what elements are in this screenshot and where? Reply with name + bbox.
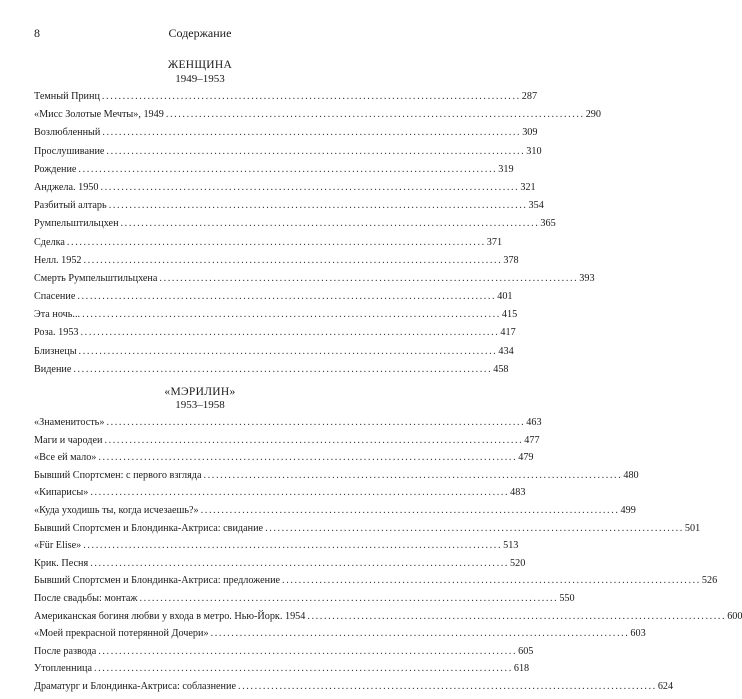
toc-entry-title: Крик. Песня	[34, 557, 89, 569]
toc-entry	[34, 487, 526, 505]
section-years: 1949–1953	[175, 73, 225, 85]
toc-list-section-1	[34, 91, 601, 382]
dot-leader: .....................................................................................................	[106, 417, 526, 428]
toc-entry	[34, 663, 530, 681]
toc-entry	[34, 592, 575, 611]
dot-leader: .....................................................................................................	[200, 504, 620, 516]
toc-entry-page: 309	[522, 127, 538, 139]
toc-entry	[34, 254, 519, 273]
toc-entry	[34, 163, 514, 182]
dot-leader: .....................................................................................................	[80, 327, 500, 339]
dot-leader: .....................................................................................................	[94, 663, 513, 675]
dot-leader: .....................................................................................................	[106, 145, 526, 157]
toc-entry-title: «Все ей мало»	[34, 452, 97, 464]
toc-entry-title: Разбитый алтарь	[34, 200, 107, 212]
toc-entry	[34, 127, 538, 145]
toc-entry-title: «Куда уходишь ты, когда исчезаешь?»	[34, 504, 199, 516]
toc-entry-page: 365	[540, 218, 556, 230]
toc-entry-title: Анджела. 1950	[34, 181, 99, 193]
dot-leader: .....................................................................................................	[120, 218, 540, 230]
dot-leader: .....................................................................................................	[104, 434, 524, 446]
toc-entry-page: 479	[518, 452, 534, 464]
toc-entry-page: 378	[503, 254, 519, 266]
toc-list-section-2	[34, 417, 742, 699]
toc-entry-title: Спасение	[34, 291, 76, 303]
toc-entry-page: 287	[521, 91, 538, 102]
toc-entry-page: 600	[727, 610, 742, 622]
toc-entry	[34, 272, 595, 291]
dot-leader: .....................................................................................................	[139, 592, 559, 604]
toc-entry-title: После свадьбы: монтаж	[34, 592, 138, 604]
dot-leader: .....................................................................................................	[73, 363, 493, 375]
dot-leader: .....................................................................................................	[98, 645, 518, 657]
toc-entry-page: 483	[510, 487, 526, 499]
dot-leader: .....................................................................................................	[98, 452, 518, 464]
toc-entry-page: 401	[497, 291, 513, 303]
toc-entry-title: Смерть Румпельштильцхена	[34, 272, 158, 284]
toc-entry-page: 434	[498, 345, 514, 357]
dot-leader: .....................................................................................................	[100, 181, 520, 193]
dot-leader: .....................................................................................................	[101, 91, 521, 102]
toc-entry-page: 526	[701, 575, 718, 587]
toc-entry-title: «Моей прекрасной потерянной Дочери»	[34, 628, 209, 640]
dot-leader: .....................................................................................................	[102, 127, 522, 139]
toc-entry	[34, 417, 542, 435]
dot-leader: .....................................................................................................	[282, 575, 701, 587]
toc-entry	[34, 452, 534, 470]
toc-entry-title: Утопленница	[34, 663, 93, 675]
page-header	[34, 26, 366, 40]
toc-entry-page: 458	[493, 363, 509, 375]
toc-entry	[34, 218, 556, 236]
toc-entry-page: 290	[585, 109, 601, 121]
toc-entry	[34, 680, 674, 699]
toc-entry-title: Бывший Спортсмен: с первого взгляда	[34, 469, 202, 481]
toc-entry-title: Американская богиня любви у входа в метро. Нью-Йорк. 1954	[34, 610, 306, 622]
section-years: 1953–1958	[175, 399, 225, 411]
toc-entry-title: Близнецы	[34, 345, 77, 357]
dot-leader: .....................................................................................................	[83, 540, 503, 552]
dot-leader: .....................................................................................................	[237, 680, 657, 692]
toc-entry-title: Возлюбленный	[34, 127, 101, 139]
toc-entry-page: 605	[518, 645, 534, 657]
toc-entry	[34, 236, 503, 255]
toc-entry	[34, 610, 742, 629]
toc-entry-page: 603	[630, 628, 646, 640]
dot-leader: .....................................................................................................	[203, 469, 623, 481]
dot-leader: .....................................................................................................	[83, 254, 503, 266]
toc-entry-page: 393	[579, 272, 595, 284]
dot-leader: .....................................................................................................	[108, 200, 528, 212]
toc-entry	[34, 522, 701, 541]
page-number: 8	[34, 26, 40, 40]
toc-entry-page: 480	[623, 469, 639, 481]
toc-entry	[34, 327, 516, 345]
toc-entry	[34, 363, 509, 382]
section-title: ЖЕНЩИНА	[167, 59, 233, 71]
toc-entry-page: 417	[500, 327, 516, 339]
toc-entry-title: Драматург и Блондинка-Актриса: соблазнение	[34, 680, 236, 692]
toc-entry	[34, 557, 526, 576]
toc-entry	[34, 469, 639, 488]
dot-leader: .....................................................................................................	[90, 557, 510, 569]
running-title: Содержание	[168, 26, 232, 40]
toc-entry-page: 624	[657, 680, 674, 692]
dot-leader: .....................................................................................................	[90, 487, 510, 499]
toc-entry	[34, 145, 542, 164]
toc-entry-title: «Für Elise»	[34, 540, 82, 552]
toc-entry-page: 520	[510, 557, 526, 569]
toc-entry	[34, 181, 536, 200]
toc-entry-page: 499	[620, 504, 636, 516]
dot-leader: .....................................................................................................	[265, 522, 684, 534]
toc-entry-title: «Кипарисы»	[34, 487, 89, 499]
toc-entry-title: Нелл. 1952	[34, 254, 82, 266]
toc-entry-page: 463	[526, 417, 542, 428]
toc-entry	[34, 575, 718, 593]
toc-entry-title: Бывший Спортсмен и Блондинка-Актриса: предложение	[34, 575, 281, 587]
toc-entry-page: 477	[524, 434, 540, 446]
toc-entry	[34, 504, 636, 523]
toc-entry-title: «Мисс Золотые Мечты», 1949	[34, 109, 164, 121]
dot-leader: .....................................................................................................	[82, 309, 501, 321]
toc-entry	[34, 645, 534, 664]
dot-leader: .....................................................................................................	[78, 345, 498, 357]
toc-entry-title: Темный Принц	[34, 91, 100, 102]
toc-entry	[34, 91, 538, 109]
dot-leader: .....................................................................................................	[66, 236, 486, 248]
toc-entry-page: 319	[498, 163, 514, 175]
toc-entry-title: Роза. 1953	[34, 327, 79, 339]
toc-entry-page: 501	[684, 522, 701, 534]
toc-entry-title: Сделка	[34, 236, 65, 248]
dot-leader: .....................................................................................................	[77, 291, 497, 303]
dot-leader: .....................................................................................................	[210, 628, 630, 640]
toc-entry	[34, 628, 646, 646]
toc-entry	[34, 309, 518, 327]
dot-leader: .....................................................................................................	[165, 109, 585, 121]
toc-entry-title: Рождение	[34, 163, 77, 175]
toc-entry	[34, 434, 540, 453]
toc-entry	[34, 291, 513, 309]
dot-leader: .....................................................................................................	[159, 272, 579, 284]
toc-entry	[34, 200, 544, 218]
toc-entry-title: «Знаменитость»	[34, 417, 105, 428]
toc-entry-page: 321	[520, 181, 536, 193]
toc-entry-page: 371	[486, 236, 503, 248]
toc-entry-title: После развода	[34, 645, 97, 657]
toc-entry-page: 310	[526, 145, 542, 157]
dot-leader: .....................................................................................................	[78, 163, 498, 175]
toc-entry-page: 513	[503, 540, 519, 552]
toc-entry-page: 354	[528, 200, 544, 212]
toc-entry-title: Эта ночь...	[34, 309, 81, 321]
toc-entry-page: 618	[513, 663, 530, 675]
dot-leader: .....................................................................................................	[307, 610, 727, 622]
toc-entry-title: Прослушивание	[34, 145, 105, 157]
toc-entry-title: Румпельштильцхен	[34, 218, 119, 230]
toc-entry-page: 550	[559, 592, 575, 604]
section-title: «МЭРИЛИН»	[164, 386, 236, 398]
toc-entry	[34, 540, 519, 558]
toc-entry-title: Видение	[34, 363, 72, 375]
toc-entry-title: Бывший Спортсмен и Блондинка-Актриса: свидание	[34, 522, 264, 534]
toc-entry	[34, 345, 514, 364]
toc-entry-title: Маги и чародеи	[34, 434, 103, 446]
toc-entry	[34, 109, 601, 127]
toc-entry-page: 415	[501, 309, 518, 321]
